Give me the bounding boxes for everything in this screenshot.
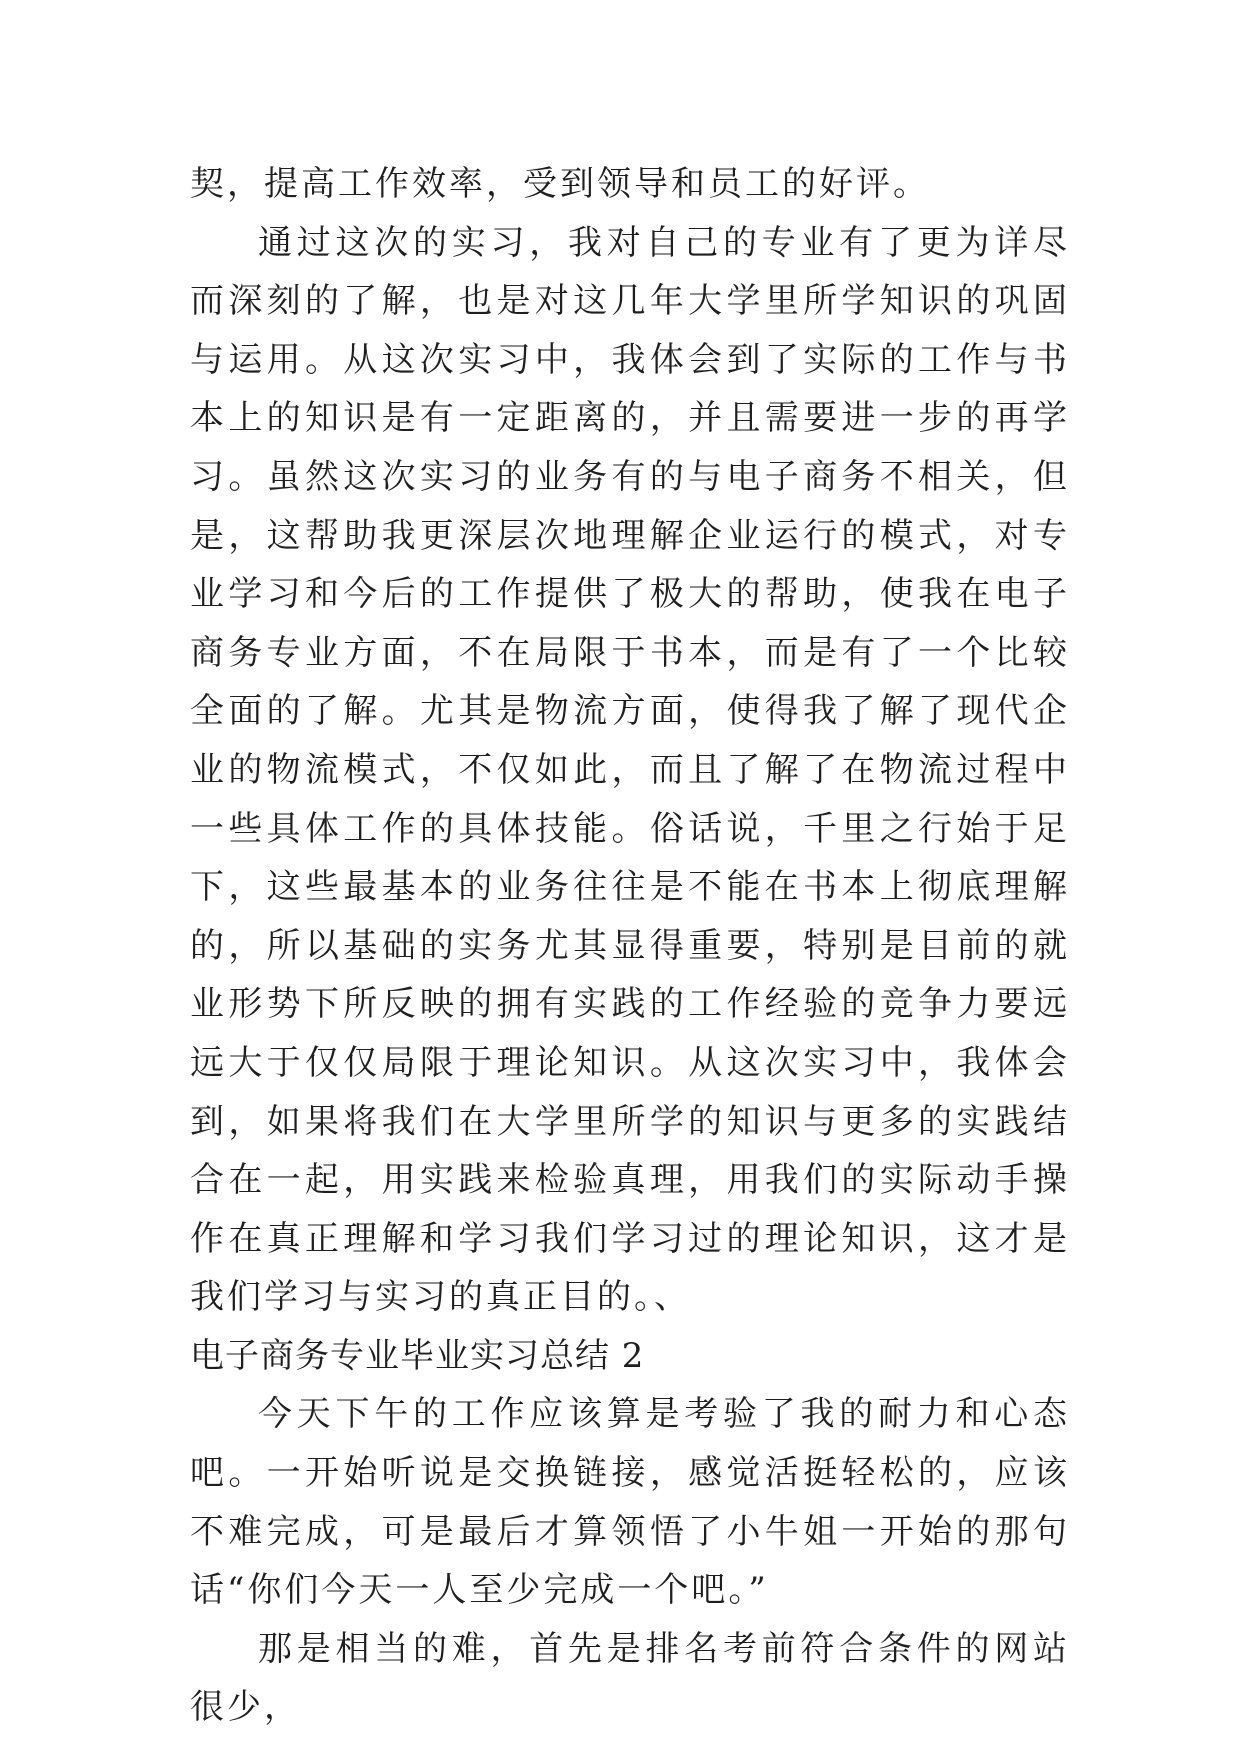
document-body <box>190 155 1070 1737</box>
paragraph-continuation: 契，提高工作效率，受到领导和员工的好评。 <box>190 164 930 204</box>
paragraph-afternoon-work: 今天下午的工作应该算是考验了我的耐力和心态吧。一开始听说是交换链接，感觉活挺轻松的，应该不难完成，可是最后才算领悟了小牛姐一开始的那句话“你们今天一人至少完成一个吧。” <box>190 1394 1070 1611</box>
section-heading: 电子商务专业毕业实习总结 2 <box>190 1335 645 1376</box>
paragraph-difficulty: 那是相当的难，首先是排名考前符合条件的网站很少， <box>190 1628 1070 1728</box>
paragraph-internship-reflection: 通过这次的实习，我对自己的专业有了更为详尽而深刻的了解，也是对这几年大学里所学知识的巩固与运用。从这次实习中，我体会到了实际的工作与书本上的知识是有一定距离的，并且需要进一步的再学习。虽然这次实习的业务有的与电子商务不相关，但是，这帮助我更深层次地理解企业运行的模式，对专业学习和今后的工作提供了极大的帮助，使我在电子商务专业方面，不在局限于书本，而是有了一个比较全面的了解。尤其是物流方面，使得我了解了现代企业的物流模式，不仅如此，而且了解了在物流过程中一些具体工作的具体技能。俗话说，千里之行始于足下，这些最基本的业务往往是不能在书本上彻底理解的，所以基础的实务尤其显得重要，特别是目前的就业形势下所反映的拥有实践的工作经验的竞争力要远远大于仅仅局限于理论知识。从这次实习中，我体会到，如果将我们在大学里所学的知识与更多的实践结合在一起，用实践来检验真理，用我们的实际动手操作在真正理解和学习我们学习过的理论知识，这才是我们学习与实习的真正目的。、 <box>190 222 1070 1318</box>
